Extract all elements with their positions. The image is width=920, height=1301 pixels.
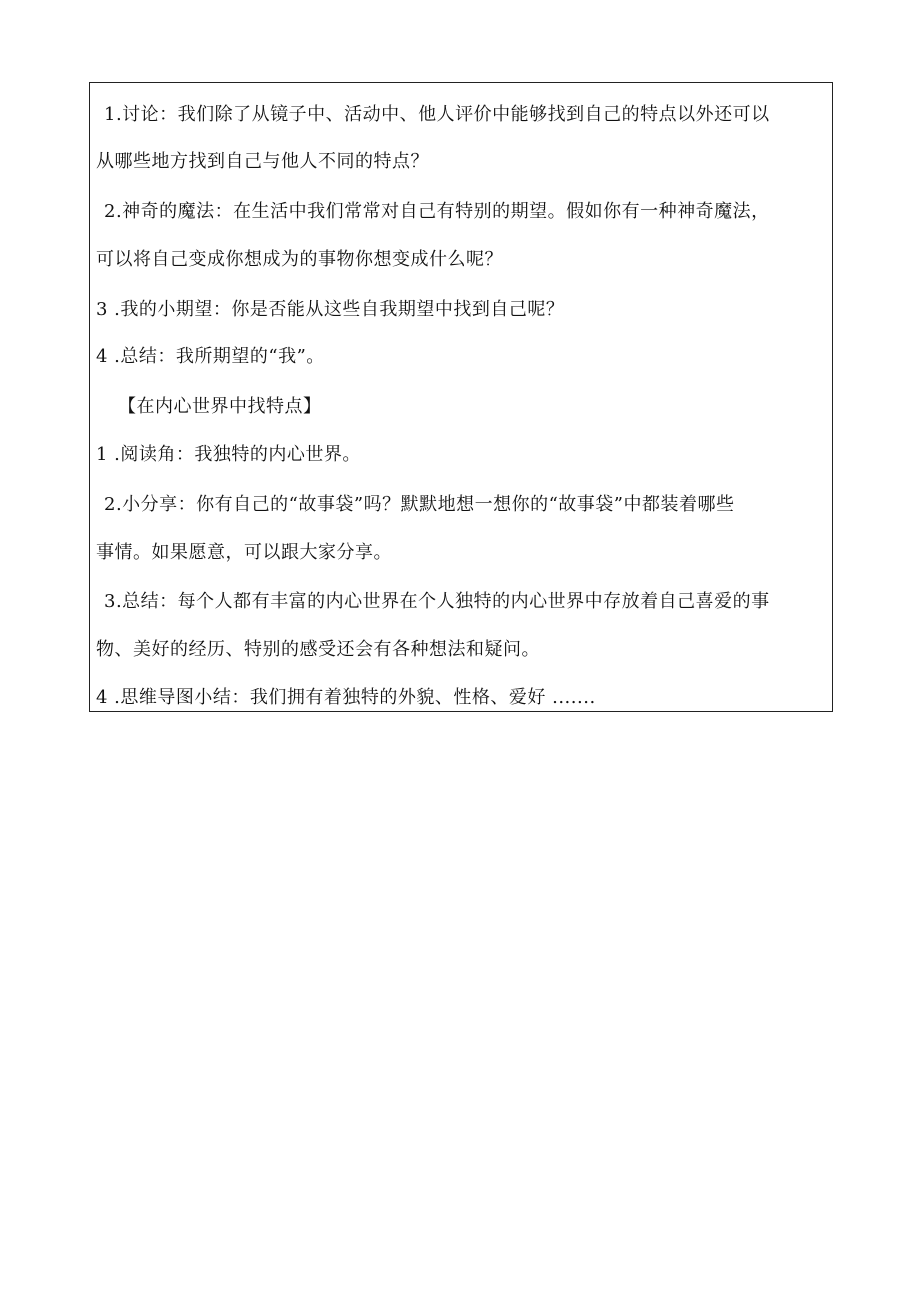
item-inner-summary-line-1: 3.总结：每个人都有丰富的内心世界在个人独特的内心世界中存放着自己喜爱的事 [104,591,770,612]
section-heading: 【在内心世界中找特点】 [118,396,322,417]
item-mindmap-line: 4 .思维导图小结：我们拥有着独特的外貌、性格、爱好 ....... [96,687,596,708]
content-table-cell [89,82,833,712]
item-magic-line-1: 2.神奇的魔法：在生活中我们常常对自己有特别的期望。假如你有一种神奇魔法， [104,201,770,222]
item-share-line-1: 2.小分享：你有自己的“故事袋”吗？默默地想一想你的“故事袋”中都装着哪些 [104,494,735,515]
item-inner-summary-line-2: 物、美好的经历、特别的感受还会有各种想法和疑问。 [96,639,540,660]
item-summary-line: 4 .总结：我所期望的“我”。 [96,346,325,367]
item-discussion-line-2: 从哪些地方找到自己与他人不同的特点？ [96,151,429,172]
item-discussion-line-1: 1.讨论：我们除了从镜子中、活动中、他人评价中能够找到自己的特点以外还可以 [104,104,770,125]
item-reading-line: 1 .阅读角：我独特的内心世界。 [96,444,361,465]
item-share-line-2: 事情。如果愿意，可以跟大家分享。 [96,542,392,563]
item-expectation-line: 3 .我的小期望：你是否能从这些自我期望中找到自己呢？ [96,299,565,320]
item-magic-line-2: 可以将自己变成你想成为的事物你想变成什么呢？ [96,249,503,270]
